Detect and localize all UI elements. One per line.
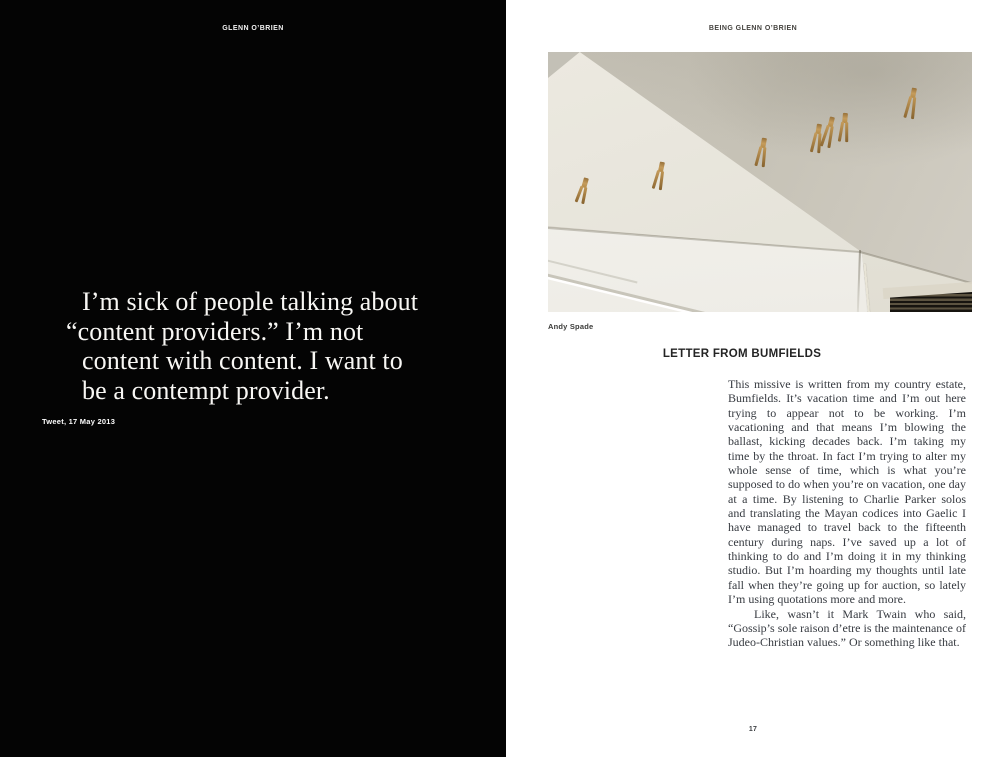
photo-credit: Andy Spade	[548, 322, 594, 331]
right-running-header: BEING GLENN O’BRIEN	[708, 25, 798, 32]
quote-line: content with content. I want to	[82, 346, 403, 376]
photo-ceiling-shading	[548, 52, 972, 312]
photo-right-wall	[548, 52, 972, 312]
photo-left-wall	[548, 52, 972, 312]
photo-vent-frame	[883, 282, 972, 299]
clothespin	[811, 123, 822, 153]
article-paragraph: This missive is written from my country estate, Bumfields. It’s vacation time and I’m out here trying to appear not to be working. I’m vacationing and that means I’m blowing the ballast, kicking decades back. I’m taking my time by the throat. In fact I’m trying to alter my whole sense of time, which is what you’re supposed to do when you’re on vacation, one day at a time. By listening to Charlie Parker solos and translating the Mayan codices into Gaelic I have managed to travel back to the fifteenth century during naps. I’ve saved up a lot of thinking to do and I’m doing it in my thinking studio. But I’m hoarding my thoughts until late fall when they’re going up for auction, so lately I’m using quotations more and more.	[728, 377, 966, 607]
photo-wall-edge	[548, 227, 861, 253]
photo-corner-line	[857, 250, 861, 312]
photo-corner-shadow	[548, 52, 972, 312]
article-body	[728, 377, 966, 650]
left-running-header: GLENN O’BRIEN	[222, 25, 284, 32]
pull-quote	[66, 287, 464, 405]
quote-line: “content providers.” I’m not	[66, 316, 364, 346]
clothespin	[839, 113, 849, 142]
page-number: 17	[748, 726, 758, 733]
photo-doorframe-line	[548, 273, 718, 312]
quote-line: be a contempt provider.	[82, 375, 330, 405]
clothespin	[575, 177, 589, 204]
quote-line: I’m sick of people talking about	[82, 287, 419, 316]
photo-vent-grille	[890, 292, 972, 312]
article-title: LETTER FROM BUMFIELDS	[662, 348, 822, 360]
photo-ceiling-light-wedge	[548, 52, 972, 312]
right-page	[506, 0, 1000, 757]
clothespin	[821, 116, 835, 148]
clothespin	[653, 161, 666, 190]
article-paragraph: Like, wasn’t it Mark Twain who said, “Gossip’s sole raison d’etre is the maintenance of Judeo-Christian values.” Or something like that.	[728, 606, 966, 650]
photo-wall-edge	[860, 251, 972, 284]
photo-clothespins-ceiling	[548, 52, 972, 312]
photo-doorframe-line	[548, 259, 637, 283]
clothespin	[756, 137, 768, 167]
photo-cord	[864, 264, 870, 312]
clothespin	[905, 87, 918, 119]
quote-attribution: Tweet, 17 May 2013	[42, 417, 116, 426]
